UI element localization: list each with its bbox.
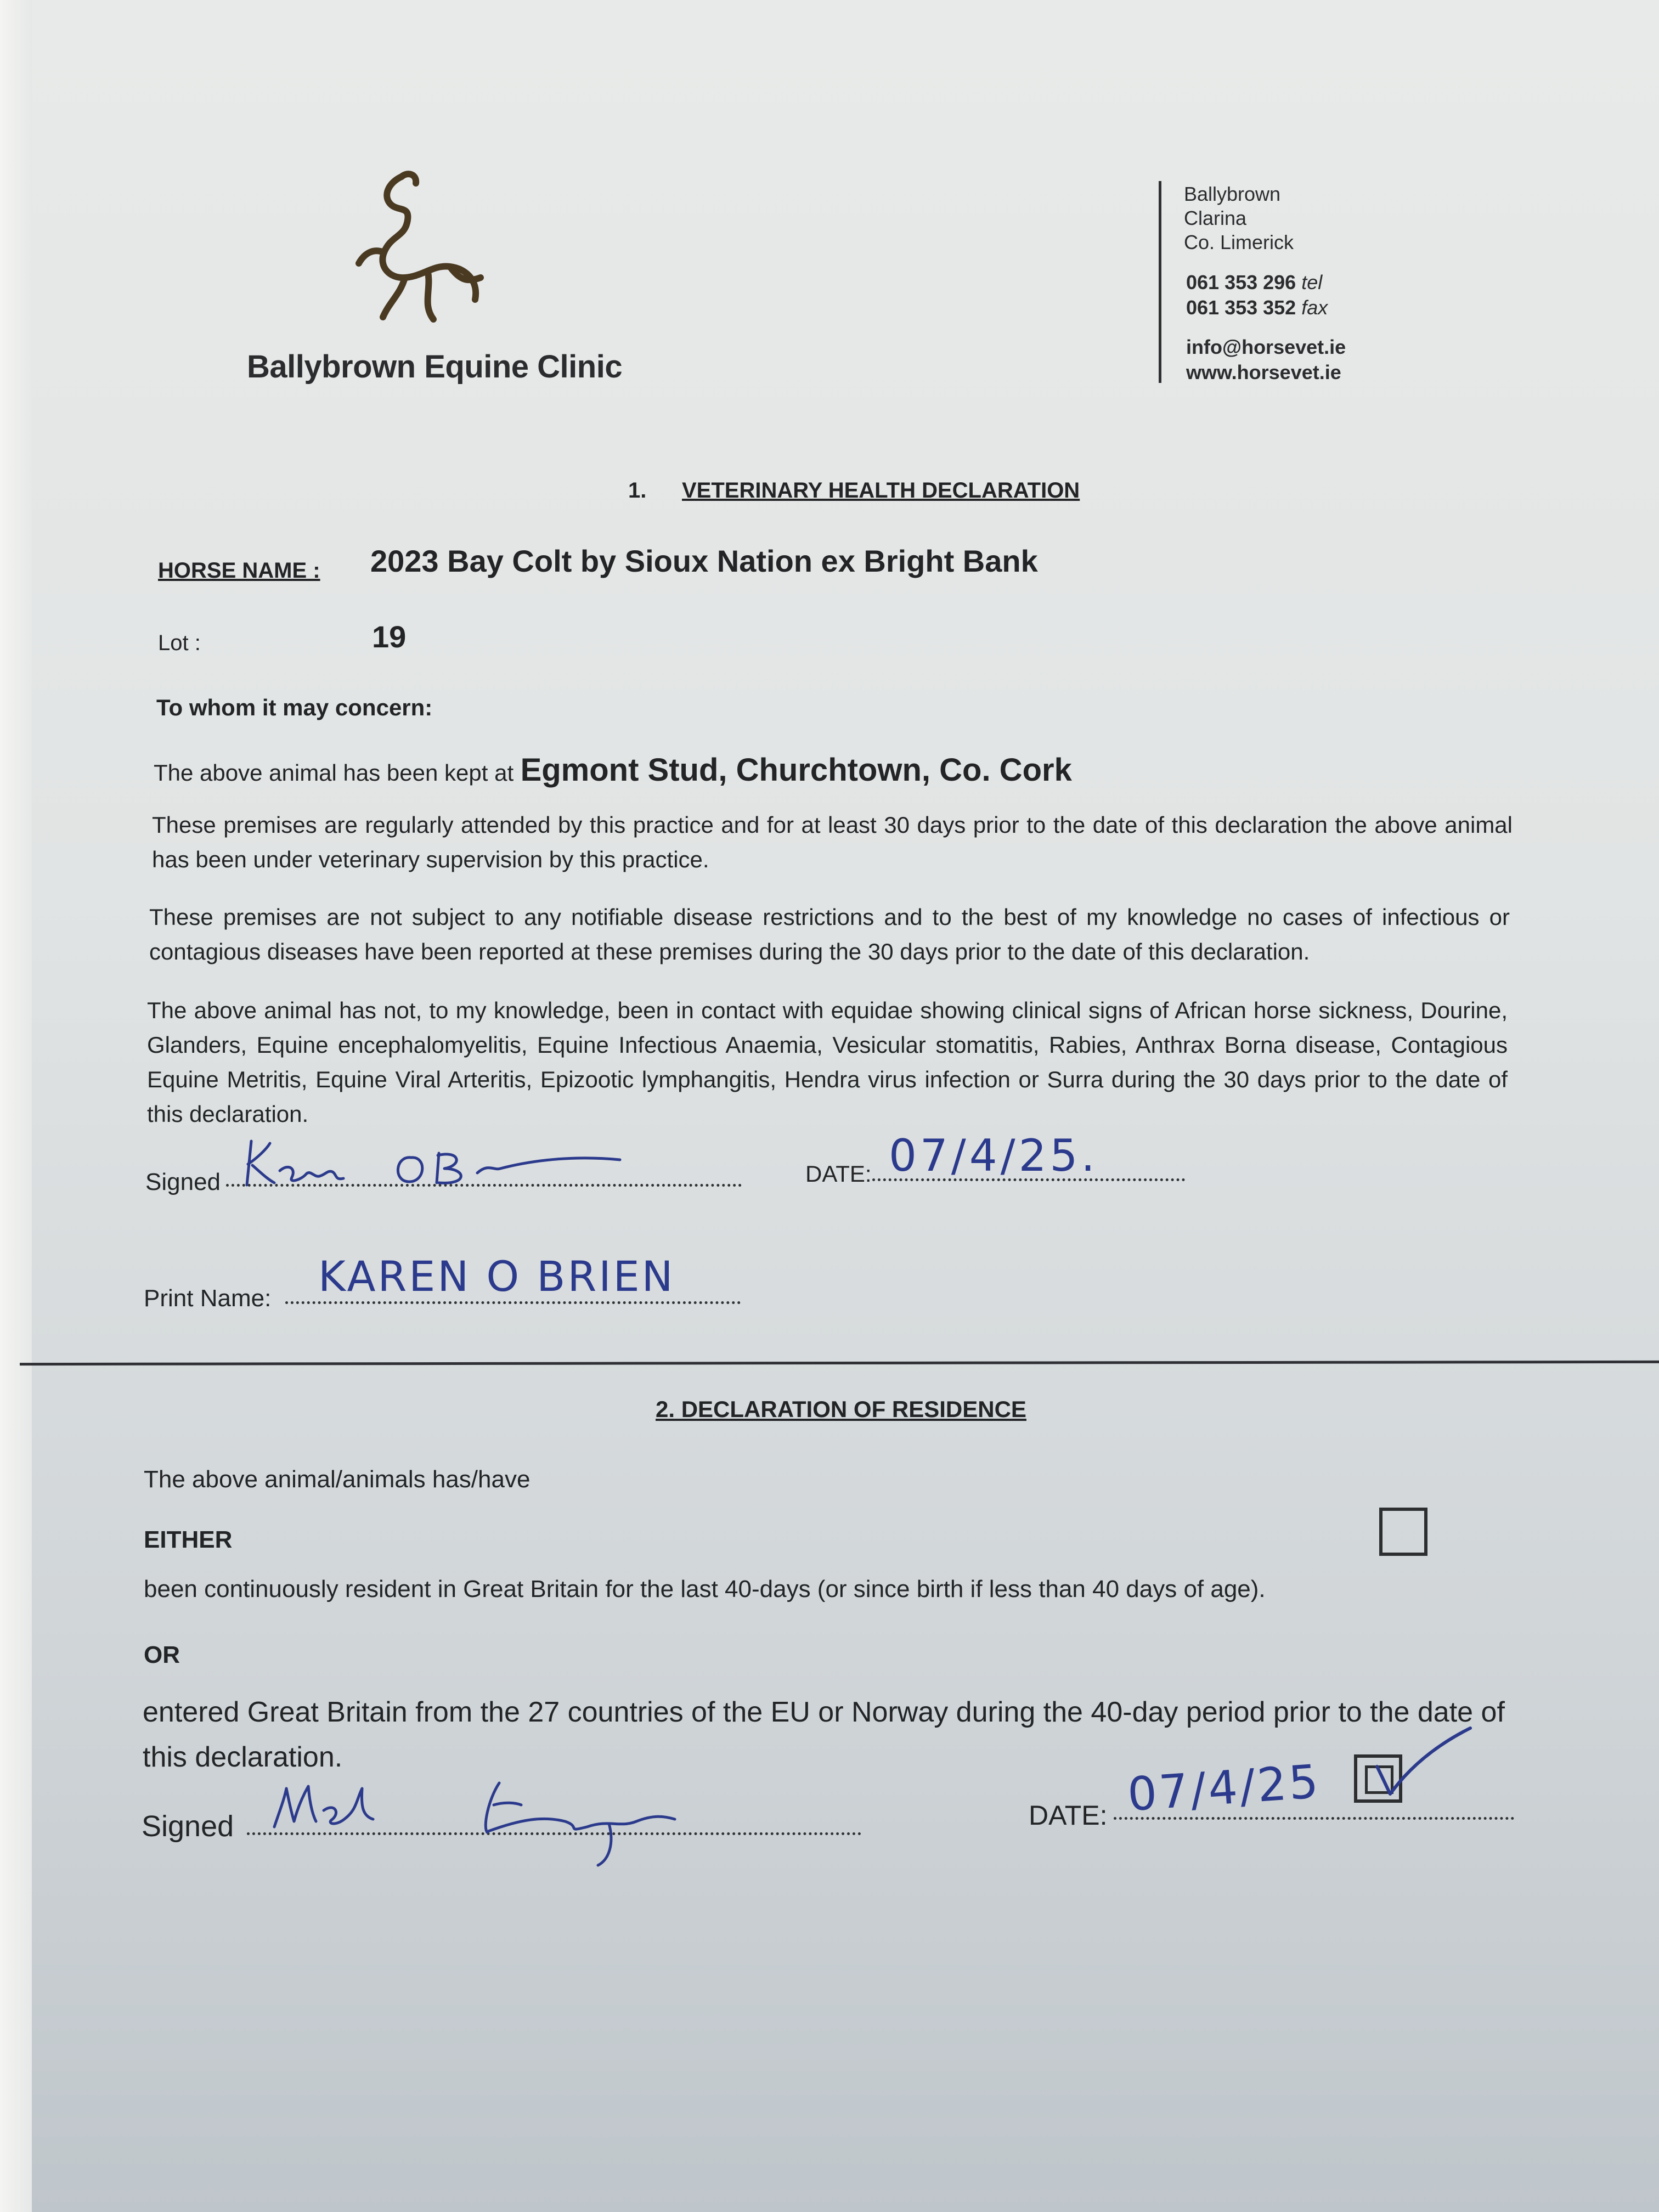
fax-number: 061 353 352 — [1186, 296, 1296, 319]
date-label-1: DATE: — [805, 1161, 872, 1187]
option-1-checkbox[interactable] — [1379, 1508, 1427, 1556]
phone-label: tel — [1301, 271, 1323, 294]
fax-label: fax — [1301, 296, 1328, 319]
horse-name-label: HORSE NAME : — [158, 558, 320, 583]
section-2-title: 2. DECLARATION OF RESIDENCE — [656, 1396, 1026, 1422]
print-name-value: KAREN O BRIEN — [318, 1252, 675, 1301]
date-value-2: 07/4/25 — [1126, 1754, 1322, 1822]
phone-line — [1186, 271, 1322, 294]
lot-label: Lot : — [158, 631, 201, 655]
address-line-2: Clarina — [1184, 207, 1247, 229]
clinic-name: Ballybrown Equine Clinic — [247, 349, 623, 385]
horse-logo-icon — [351, 170, 494, 335]
paragraph-contact-declaration: The above animal has not, to my knowledge, been in contact with equidae showing clinical signs of African horse sickness, Dourine, Glanders, Equine encephalomyelitis, Equine Infectious Anaemia, Vesicular stomatitis, Rabies, Anthrax Borna disease, Contagious Equine Metritis, Equine Viral Arteritis, Epizootic lymphangitis, Hendra virus infection or Surra during the 30 days prior to the date of this declaration. — [147, 997, 1508, 1127]
check-mark-icon — [1366, 1723, 1476, 1810]
print-name-label: Print Name: — [144, 1285, 272, 1312]
section-1-number: 1. — [628, 478, 647, 503]
residence-intro: The above animal/animals has/have — [144, 1466, 531, 1493]
kept-at-value: Egmont Stud, Churchtown, Co. Cork — [520, 752, 1072, 788]
phone-number: 061 353 296 — [1186, 271, 1296, 294]
date-value-1: 07/4/25. — [889, 1130, 1098, 1181]
website-link[interactable]: www.horsevet.ie — [1186, 361, 1341, 383]
option-1-text: been continuously resident in Great Britain for the last 40-days (or since birth if less than 40 days of age). — [144, 1576, 1266, 1602]
print-name-line — [285, 1301, 741, 1304]
address-line-3: Co. Limerick — [1184, 231, 1294, 253]
paragraph-disease-restrictions: These premises are not subject to any notifiable disease restrictions and to the best of my knowledge no cases of infectious or contagious diseases have been reported at these premises during the 30 days prior to the date of this declaration. — [149, 904, 1510, 964]
fax-line — [1186, 296, 1328, 319]
signed-label-2: Signed — [142, 1810, 234, 1843]
either-label: EITHER — [144, 1526, 233, 1553]
address-line-1: Ballybrown — [1184, 183, 1281, 205]
address-divider — [1159, 181, 1161, 383]
page-edge — [0, 0, 32, 2212]
salutation: To whom it may concern: — [156, 695, 433, 720]
lot-value: 19 — [372, 619, 407, 654]
email-link[interactable]: info@horsevet.ie — [1186, 336, 1346, 358]
section-1-title: VETERINARY HEALTH DECLARATION — [682, 478, 1080, 503]
date-label-2: DATE: — [1029, 1800, 1108, 1831]
horse-name-value: 2023 Bay Colt by Sioux Nation ex Bright Bank — [370, 544, 1038, 578]
kept-at-line — [154, 752, 1072, 788]
signed-label-1: Signed — [145, 1169, 221, 1195]
paragraph-supervision: These premises are regularly attended by this practice and for at least 30 days prior to the date of this declaration the above animal has been under veterinary supervision by this practice. — [152, 812, 1513, 872]
signature-vet — [236, 1130, 631, 1196]
option-2-text: entered Great Britain from the 27 countries of the EU or Norway during the 40-day period prior to the date of this declaration. — [143, 1696, 1505, 1773]
or-label: OR — [144, 1641, 180, 1668]
signature-owner — [258, 1767, 785, 1876]
kept-at-prefix: The above animal has been kept at — [154, 760, 514, 786]
